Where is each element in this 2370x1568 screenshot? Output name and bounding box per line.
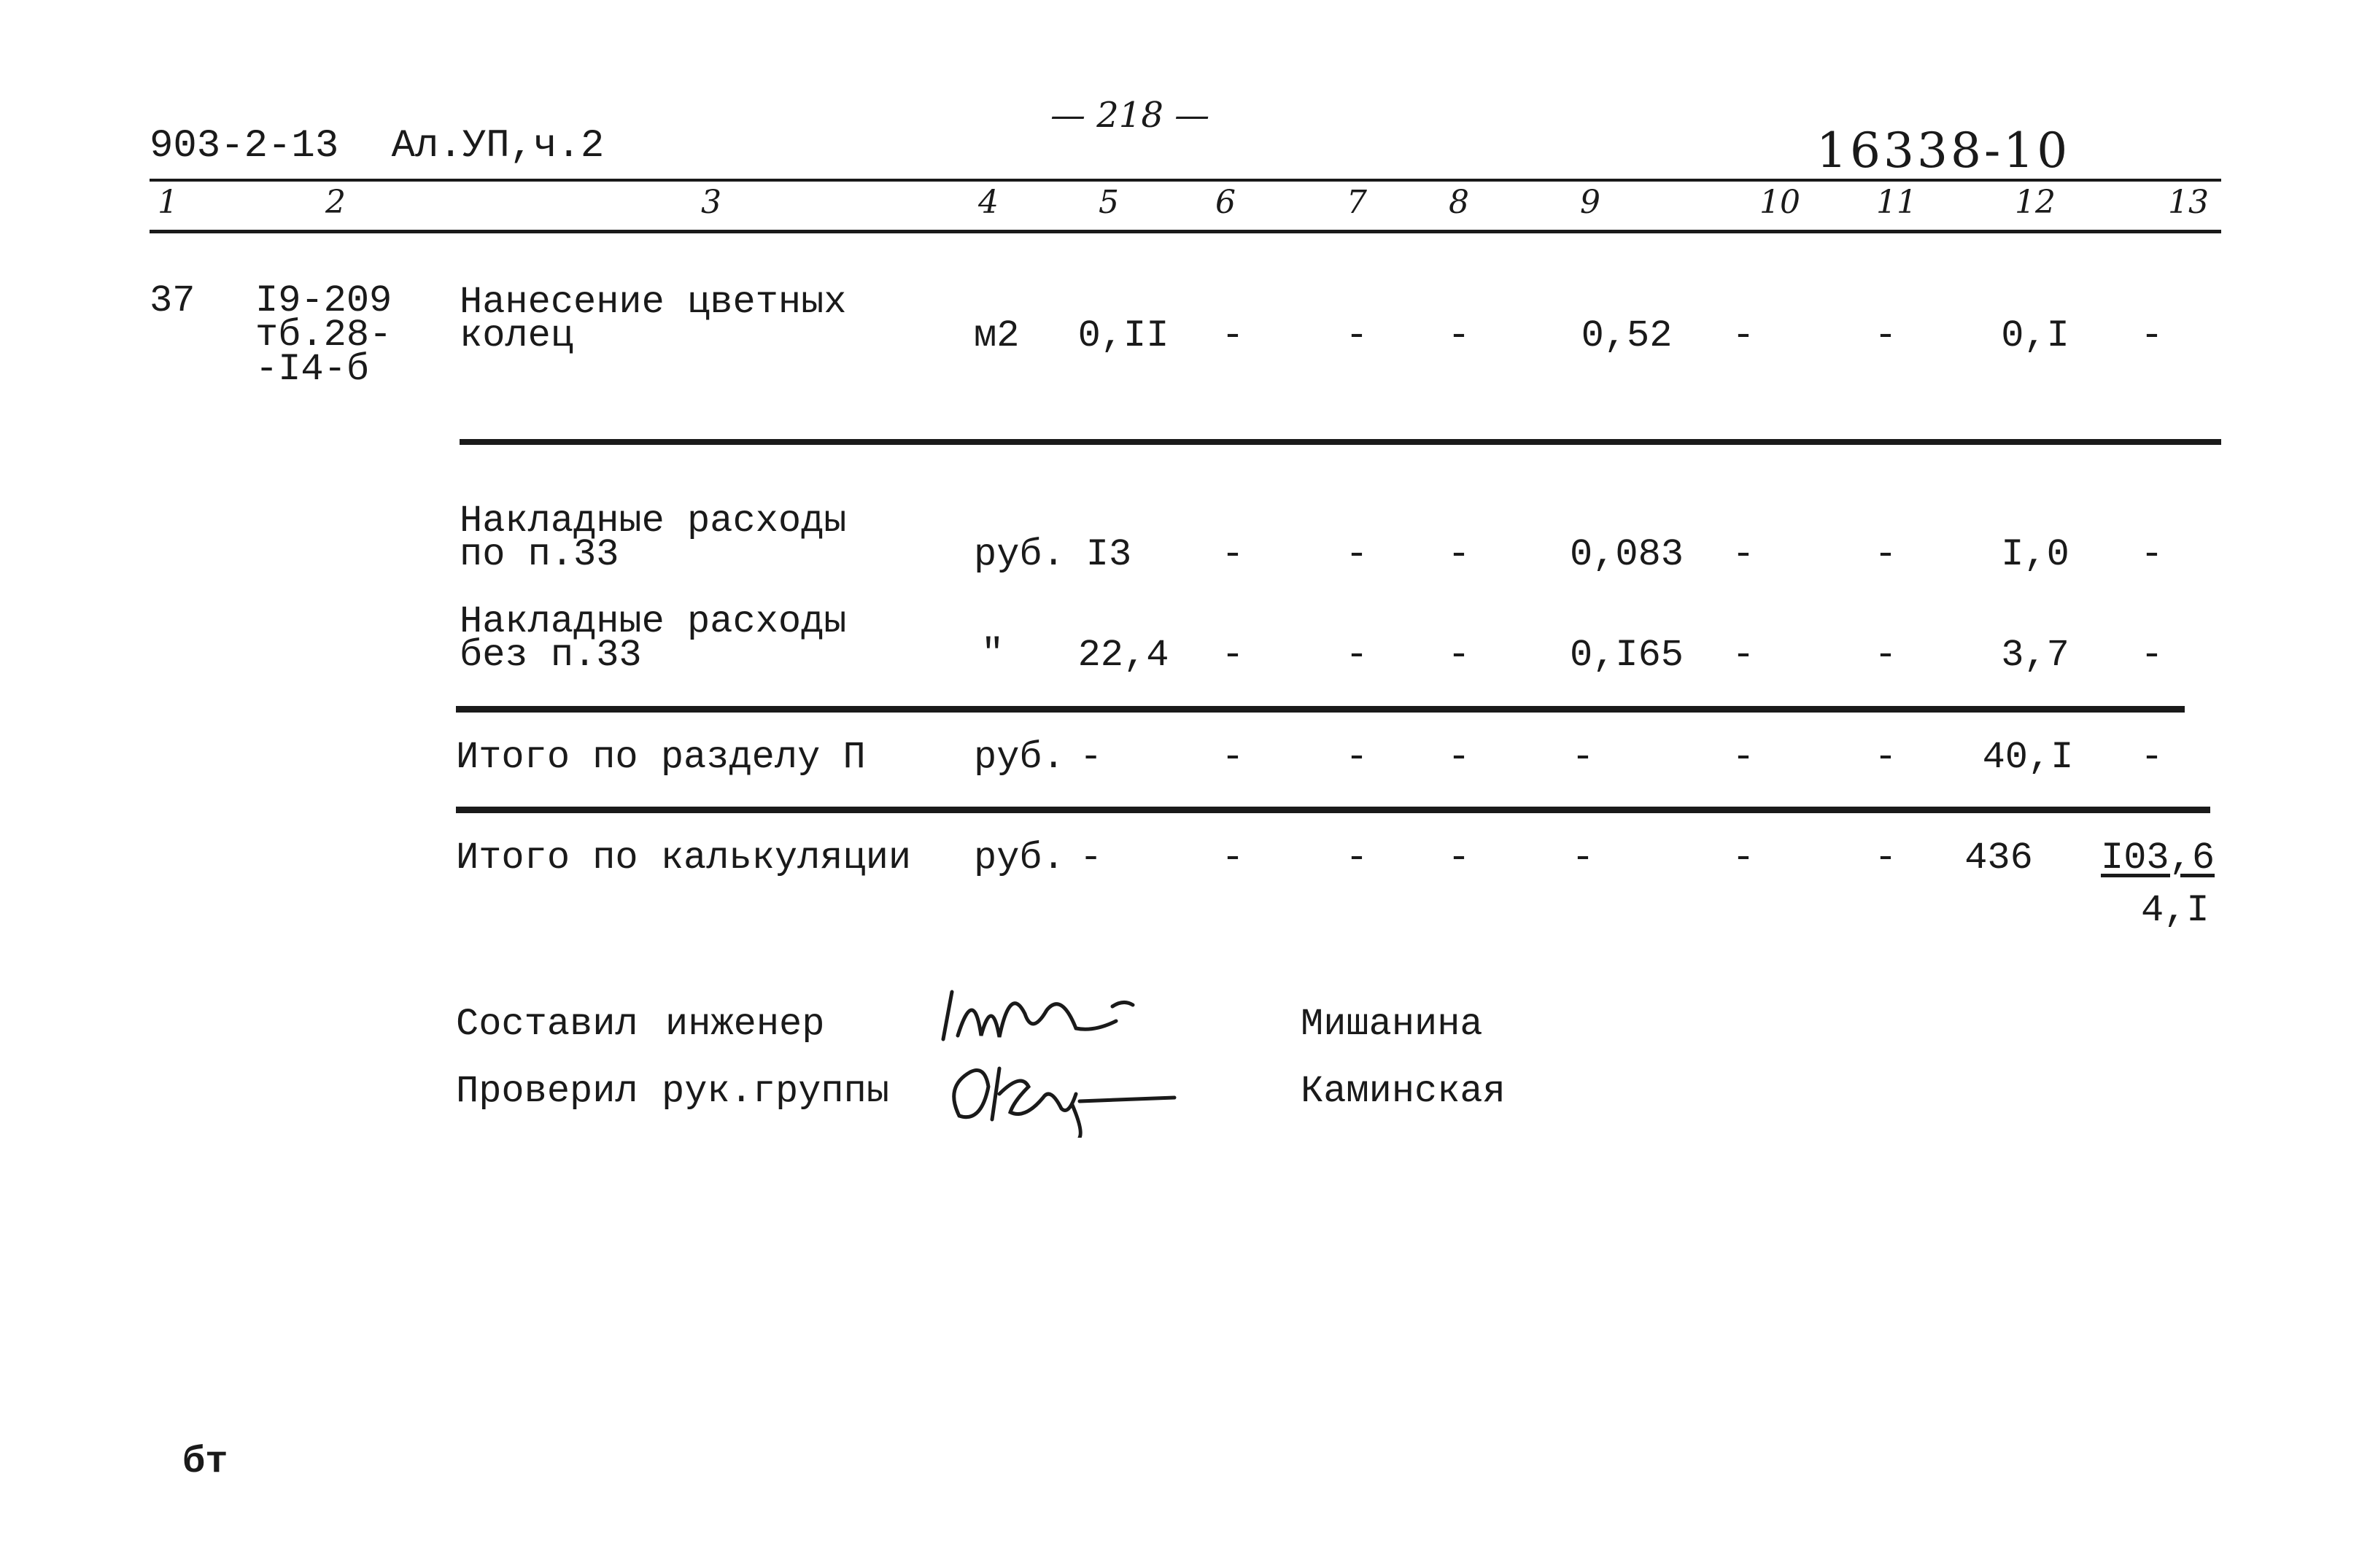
section-divider: [456, 706, 2185, 713]
compiled-role: инженер: [665, 1003, 825, 1046]
signature-checked: [941, 1043, 1189, 1138]
item-name-line: Итого по калькуляции: [456, 837, 912, 880]
item-name-line: Итого по разделу П: [456, 736, 866, 779]
unit-cell: ": [981, 632, 1004, 675]
document-code: 903-2-13: [150, 124, 339, 168]
item-name-line: Накладные расходы: [460, 600, 847, 643]
value-cell: -: [1732, 634, 1755, 677]
header-top-rule: [150, 179, 2221, 182]
value-cell: -: [1732, 837, 1755, 880]
value-cell: -: [1874, 533, 1897, 576]
value-cell: -: [1345, 634, 1368, 677]
value-cell: -: [1345, 314, 1368, 357]
value-cell: -: [1221, 736, 1244, 779]
value-cell: 0,I65: [1569, 634, 1684, 677]
value-cell: -: [2140, 736, 2164, 779]
value-cell: -: [1447, 314, 1471, 357]
checked-name: Каминская: [1301, 1070, 1506, 1113]
value-cell: -: [1874, 736, 1897, 779]
section-divider: [456, 807, 2210, 813]
column-number: 12: [2015, 184, 2056, 221]
value-cell: -: [1447, 736, 1471, 779]
footer-mark: бт: [182, 1440, 228, 1483]
value-cell: -: [1221, 634, 1244, 677]
archive-number: 16338-10: [1816, 123, 2071, 179]
value-cell: 436: [1964, 837, 2033, 880]
unit-cell: м2: [974, 314, 1020, 357]
column-number: 9: [1580, 184, 1600, 221]
row-number: 37: [150, 279, 195, 322]
item-code-line: тб.28-: [255, 314, 392, 357]
value-cell: -: [1571, 837, 1595, 880]
value-cell: -: [1221, 837, 1244, 880]
value-cell-denominator: 4,I: [2141, 889, 2210, 932]
checked-role: рук.группы: [662, 1070, 890, 1113]
value-cell: 0,I: [2001, 314, 2069, 357]
value-cell: -: [1732, 533, 1755, 576]
value-cell: -: [1874, 837, 1897, 880]
value-cell: -: [1080, 736, 1103, 779]
document-series: Ал.УП,ч.2: [391, 124, 605, 168]
value-cell: I3: [1085, 533, 1132, 576]
value-cell: -: [2140, 314, 2164, 357]
compiled-label: Составил: [456, 1003, 638, 1046]
value-cell: 0,083: [1569, 533, 1684, 576]
column-number: 6: [1215, 184, 1236, 221]
unit-cell: руб.: [974, 533, 1065, 576]
unit-cell: руб.: [974, 736, 1065, 779]
item-code-line: -I4-б: [255, 348, 370, 391]
column-number: 10: [1759, 184, 1800, 221]
value-cell: -: [1345, 736, 1368, 779]
value-cell: 40,I: [1982, 736, 2074, 779]
column-number: 13: [2168, 184, 2209, 221]
unit-cell: руб.: [974, 837, 1065, 880]
item-name-line: Нанесение цветных: [460, 281, 847, 324]
value-cell: -: [1874, 634, 1897, 677]
column-number: 11: [1876, 184, 1917, 221]
item-name-line: без п.33: [460, 634, 642, 677]
column-number: 5: [1099, 184, 1119, 221]
compiled-name: Мишанина: [1301, 1003, 1483, 1046]
item-name-line: Накладные расходы: [460, 500, 847, 543]
column-number: 1: [158, 184, 178, 221]
column-number: 3: [701, 184, 721, 221]
value-cell: -: [1345, 533, 1368, 576]
page-number: — 218 —: [1050, 95, 1210, 136]
checked-label: Проверил: [456, 1070, 638, 1113]
value-cell: -: [1080, 837, 1103, 880]
value-cell: 0,52: [1581, 314, 1673, 357]
item-code-line: I9-209: [255, 279, 392, 322]
value-cell: -: [1571, 736, 1595, 779]
value-cell: -: [1874, 314, 1897, 357]
item-name-line: по п.33: [460, 533, 619, 576]
value-cell-numerator: I03,6: [2101, 837, 2215, 880]
column-number: 7: [1347, 184, 1367, 221]
value-cell: I,0: [2001, 533, 2069, 576]
column-number: 2: [325, 184, 346, 221]
column-number: 4: [978, 184, 999, 221]
header-bottom-rule: [150, 230, 2221, 233]
value-cell: -: [2140, 533, 2164, 576]
value-cell: -: [1732, 314, 1755, 357]
value-cell: 3,7: [2001, 634, 2069, 677]
column-number: 8: [1449, 184, 1469, 221]
value-cell: -: [1221, 533, 1244, 576]
value-cell: -: [1447, 837, 1471, 880]
value-cell: 22,4: [1077, 634, 1169, 677]
value-cell: -: [1221, 314, 1244, 357]
value-cell: -: [1732, 736, 1755, 779]
value-cell: -: [1345, 837, 1368, 880]
value-cell: -: [1447, 634, 1471, 677]
item-name-line: колец: [460, 314, 574, 357]
value-cell: -: [2140, 634, 2164, 677]
section-divider: [460, 439, 2221, 445]
value-cell: -: [1447, 533, 1471, 576]
value-cell: 0,II: [1077, 314, 1169, 357]
